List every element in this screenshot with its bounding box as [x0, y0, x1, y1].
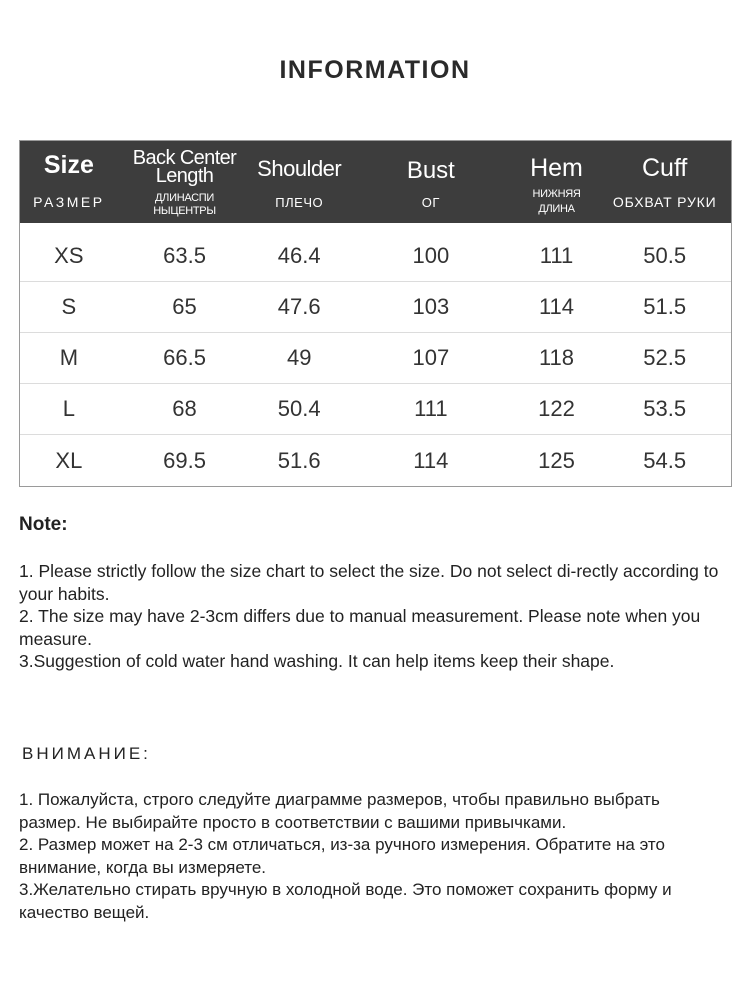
cell-bust: 111	[414, 396, 448, 421]
cell-shoulder: 47.6	[277, 294, 321, 319]
header-cuff	[598, 141, 731, 223]
size-chart-table	[19, 140, 732, 487]
header-bust-en: Bust	[406, 157, 455, 184]
cell-cuff: 50.5	[643, 243, 687, 268]
header-shoulder-ru: ПЛЕЧО	[275, 195, 324, 210]
cell-hem: 114	[538, 294, 575, 319]
header-hem	[515, 141, 599, 223]
page-title: INFORMATION	[279, 56, 471, 84]
cell-bust: 100	[412, 243, 450, 268]
ru-note-item: 1. Пожалуйста, строго следуйте диаграмме размеров, чтобы правильно выбрать размер. Не выбирайте просто в соответствии с вашими привычками.	[19, 790, 660, 832]
cell-size: S	[61, 294, 77, 319]
note-title: Note:	[19, 514, 68, 535]
cell-cuff: 54.5	[643, 447, 687, 473]
header-shoulder	[251, 141, 347, 223]
header-hem-ru2: ДЛИНА	[538, 203, 575, 215]
header-size-ru: РАЗМЕР	[33, 194, 105, 210]
cell-size: XL	[55, 447, 83, 473]
cell-cuff: 51.5	[643, 294, 687, 319]
table-row	[20, 435, 731, 486]
cell-hem: 125	[538, 447, 575, 473]
cell-hem: 122	[538, 396, 575, 421]
cell-back-length: 66.5	[163, 345, 206, 370]
cell-hem: 111	[539, 243, 574, 268]
cell-hem: 118	[538, 345, 575, 370]
cell-bust: 107	[412, 345, 450, 370]
table-header	[20, 141, 731, 223]
cell-size: M	[59, 345, 79, 370]
header-size	[20, 141, 118, 223]
table-row	[20, 333, 731, 384]
header-hem-en: Hem	[530, 154, 583, 182]
header-cuff-ru: ОБХВАТ РУКИ	[612, 194, 717, 210]
ru-note-item: 3.Желательно стирать вручную в холодной воде. Это поможет сохранить форму и качество вещей.	[19, 880, 672, 922]
ru-note-title: ВНИМАНИЕ:	[22, 744, 151, 763]
table-row	[20, 231, 731, 282]
header-shoulder-en: Shoulder	[257, 156, 342, 181]
header-bust	[347, 141, 515, 223]
cell-back-length: 69.5	[163, 447, 206, 473]
cell-cuff: 53.5	[643, 396, 687, 421]
header-cuff-en: Cuff	[641, 154, 688, 182]
header-size-en: Size	[43, 151, 94, 179]
header-back-length	[118, 141, 252, 223]
header-hem-ru1: НИЖНЯЯ	[532, 188, 581, 200]
cell-size: XS	[54, 243, 84, 268]
cell-shoulder: 46.4	[277, 243, 321, 268]
note-item: 2. The size may have 2-3cm differs due to manual measurement. Please note when you measure.	[19, 606, 701, 649]
cell-back-length: 68	[172, 396, 197, 421]
cell-size: L	[62, 396, 75, 421]
ru-note-body	[19, 789, 719, 924]
table-row	[20, 282, 731, 333]
note-item: 3.Suggestion of cold water hand washing. It can help items keep their shape.	[19, 651, 615, 671]
header-bust-ru: ОГ	[421, 195, 440, 210]
ru-note-item: 2. Размер может на 2-3 см отличаться, из-за ручного измерения. Обратите на это внимание, когда вы измеряете.	[19, 835, 665, 877]
cell-bust: 114	[413, 447, 449, 473]
header-back-length-ru1: ДЛИНАСПИ	[155, 192, 215, 204]
cell-bust: 103	[412, 294, 450, 319]
header-back-length-en2: Length	[155, 165, 214, 187]
note-item: 1. Please strictly follow the size chart to select the size. Do not select di-rectly according to your habits.	[19, 561, 719, 604]
cell-shoulder: 49	[286, 345, 312, 370]
note-body	[19, 560, 719, 673]
cell-back-length: 63.5	[163, 243, 206, 268]
table-row	[20, 384, 731, 435]
cell-cuff: 52.5	[643, 345, 687, 370]
cell-back-length: 65	[172, 294, 197, 319]
cell-shoulder: 51.6	[277, 447, 321, 473]
cell-shoulder: 50.4	[277, 396, 321, 421]
header-back-length-en1: Back Center	[132, 147, 237, 169]
header-back-length-ru2: НЫЦЕНТРЫ	[153, 205, 216, 217]
